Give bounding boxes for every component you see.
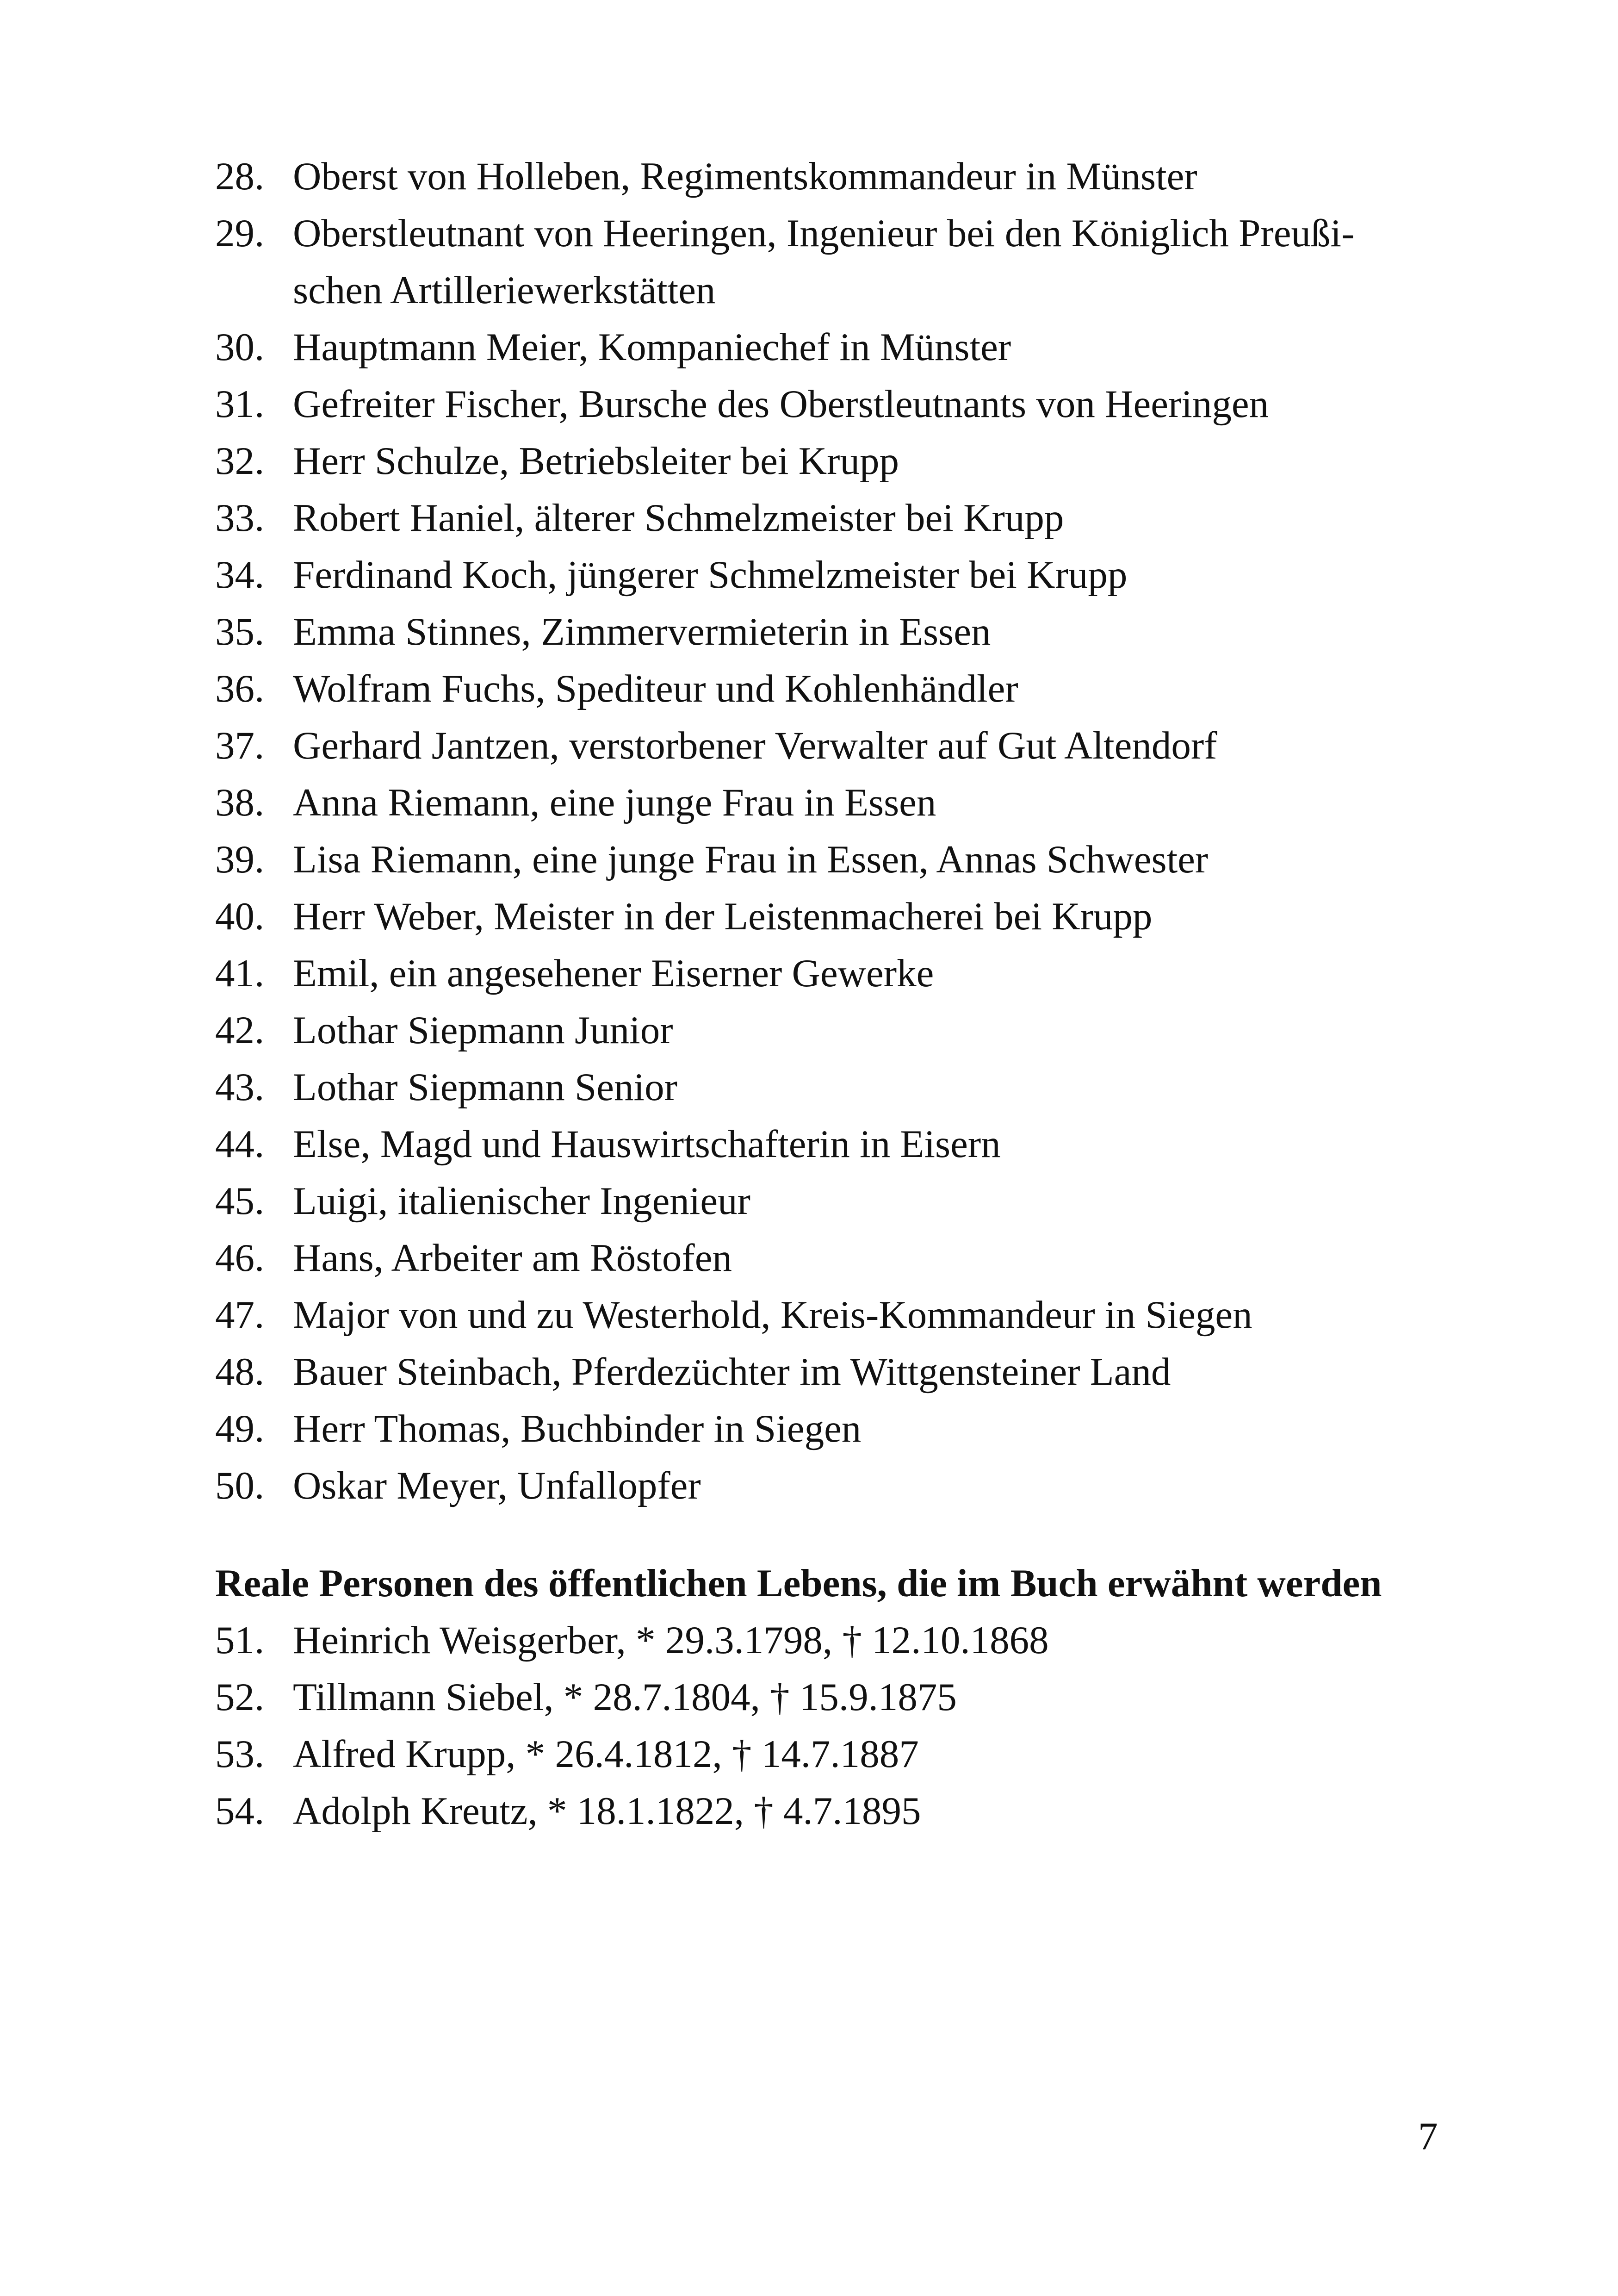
list-item-number: 41. <box>215 952 265 995</box>
list-item <box>215 547 1455 604</box>
list-item <box>215 660 1455 717</box>
list-item-number: 45. <box>215 1179 265 1223</box>
list-item <box>215 1002 1455 1059</box>
page-number: 7 <box>1418 2115 1438 2158</box>
list-item <box>215 945 1455 1002</box>
list-item-number: 52. <box>215 1675 265 1719</box>
list-item <box>215 888 1455 945</box>
list-item-number: 29. <box>215 212 265 255</box>
section-heading: Reale Personen des öffentlichen Lebens, die im Buch erwähnt werden <box>215 1562 1382 1605</box>
list-item-number: 44. <box>215 1122 265 1166</box>
list-item-number: 47. <box>215 1293 265 1337</box>
list-item-text: Major von und zu Westerhold, Kreis-Kommandeur in Siegen <box>293 1293 1252 1337</box>
list-item-number: 31. <box>215 382 265 426</box>
list-item <box>215 1116 1455 1173</box>
list-item-number: 50. <box>215 1464 265 1507</box>
list-item-text: Heinrich Weisgerber, * 29.3.1798, † 12.10.1868 <box>293 1618 1049 1662</box>
list-item <box>215 205 1455 319</box>
page-content <box>215 148 1455 1840</box>
list-item-number: 32. <box>215 439 265 483</box>
list-item <box>215 490 1455 547</box>
list-item-number: 33. <box>215 496 265 540</box>
list-item <box>215 1783 1455 1840</box>
list-item <box>215 1457 1455 1514</box>
list-item <box>215 1230 1455 1287</box>
list-item-number: 48. <box>215 1350 265 1394</box>
list-item-text: Tillmann Siebel, * 28.7.1804, † 15.9.1875 <box>293 1675 957 1719</box>
list-item-text: Alfred Krupp, * 26.4.1812, † 14.7.1887 <box>293 1732 919 1776</box>
list-item-text: Herr Schulze, Betriebsleiter bei Krupp <box>293 439 899 483</box>
list-item <box>215 1173 1455 1230</box>
list-item-text: Ferdinand Koch, jüngerer Schmelzmeister bei Krupp <box>293 553 1128 597</box>
list-item-number: 54. <box>215 1789 265 1833</box>
list-item <box>215 604 1455 660</box>
list-item-text: Emil, ein angesehener Eiserner Gewerke <box>293 952 934 995</box>
list-item-text: Oberst von Holleben, Regimentskommandeur in Münster <box>293 155 1197 198</box>
list-item-text: Adolph Kreutz, * 18.1.1822, † 4.7.1895 <box>293 1789 921 1833</box>
list-item-text: Gefreiter Fischer, Bursche des Oberstleutnants von Heeringen <box>293 382 1269 426</box>
list-item-number: 38. <box>215 781 265 824</box>
character-list <box>215 148 1455 1514</box>
list-item-number: 39. <box>215 838 265 881</box>
list-item-text: Luigi, italienischer Ingenieur <box>293 1179 750 1223</box>
real-persons-list <box>215 1612 1455 1840</box>
list-item-text: Wolfram Fuchs, Spediteur und Kohlenhändler <box>293 667 1018 710</box>
list-item-number: 37. <box>215 724 265 767</box>
list-item <box>215 717 1455 774</box>
list-item-text: Anna Riemann, eine junge Frau in Essen <box>293 781 936 824</box>
list-item <box>215 1669 1455 1726</box>
list-item-text: Lothar Siepmann Senior <box>293 1065 677 1109</box>
list-item-number: 42. <box>215 1008 265 1052</box>
list-item <box>215 433 1455 490</box>
list-item-text: Bauer Steinbach, Pferdezüchter im Wittgensteiner Land <box>293 1350 1171 1394</box>
list-item <box>215 1287 1455 1344</box>
list-item-number: 51. <box>215 1618 265 1662</box>
list-item <box>215 1344 1455 1400</box>
list-item <box>215 1059 1455 1116</box>
list-item-text: Gerhard Jantzen, verstorbener Verwalter auf Gut Altendorf <box>293 724 1217 767</box>
list-item-number: 34. <box>215 553 265 597</box>
list-item <box>215 376 1455 433</box>
list-item-number: 30. <box>215 325 265 369</box>
list-item-number: 49. <box>215 1407 265 1450</box>
list-item-number: 36. <box>215 667 265 710</box>
list-item-text: Lisa Riemann, eine junge Frau in Essen, Annas Schwester <box>293 838 1209 881</box>
list-item-text: Emma Stinnes, Zimmervermieterin in Essen <box>293 610 991 653</box>
list-item <box>215 1400 1455 1457</box>
list-item-number: 35. <box>215 610 265 653</box>
list-item-text: Oberstleutnant von Heeringen, Ingenieur bei den Königlich Preußi- schen Artilleriewerkstätten <box>293 212 1355 312</box>
list-item-text: Herr Weber, Meister in der Leistenmacherei bei Krupp <box>293 895 1153 938</box>
list-item <box>215 1612 1455 1669</box>
list-item-number: 43. <box>215 1065 265 1109</box>
list-item-number: 53. <box>215 1732 265 1776</box>
list-item <box>215 831 1455 888</box>
list-item-number: 28. <box>215 155 265 198</box>
list-item-text: Lothar Siepmann Junior <box>293 1008 673 1052</box>
list-item <box>215 319 1455 376</box>
list-item <box>215 1726 1455 1783</box>
list-item-text: Hans, Arbeiter am Röstofen <box>293 1236 732 1280</box>
list-item <box>215 148 1455 205</box>
list-item <box>215 774 1455 831</box>
list-item-text: Oskar Meyer, Unfallopfer <box>293 1464 701 1507</box>
list-item-text: Else, Magd und Hauswirtschafterin in Eisern <box>293 1122 1001 1166</box>
list-item-text: Herr Thomas, Buchbinder in Siegen <box>293 1407 862 1450</box>
list-item-number: 46. <box>215 1236 265 1280</box>
list-item-text: Robert Haniel, älterer Schmelzmeister bei Krupp <box>293 496 1064 540</box>
list-item-number: 40. <box>215 895 265 938</box>
list-item-text: Hauptmann Meier, Kompaniechef in Münster <box>293 325 1011 369</box>
